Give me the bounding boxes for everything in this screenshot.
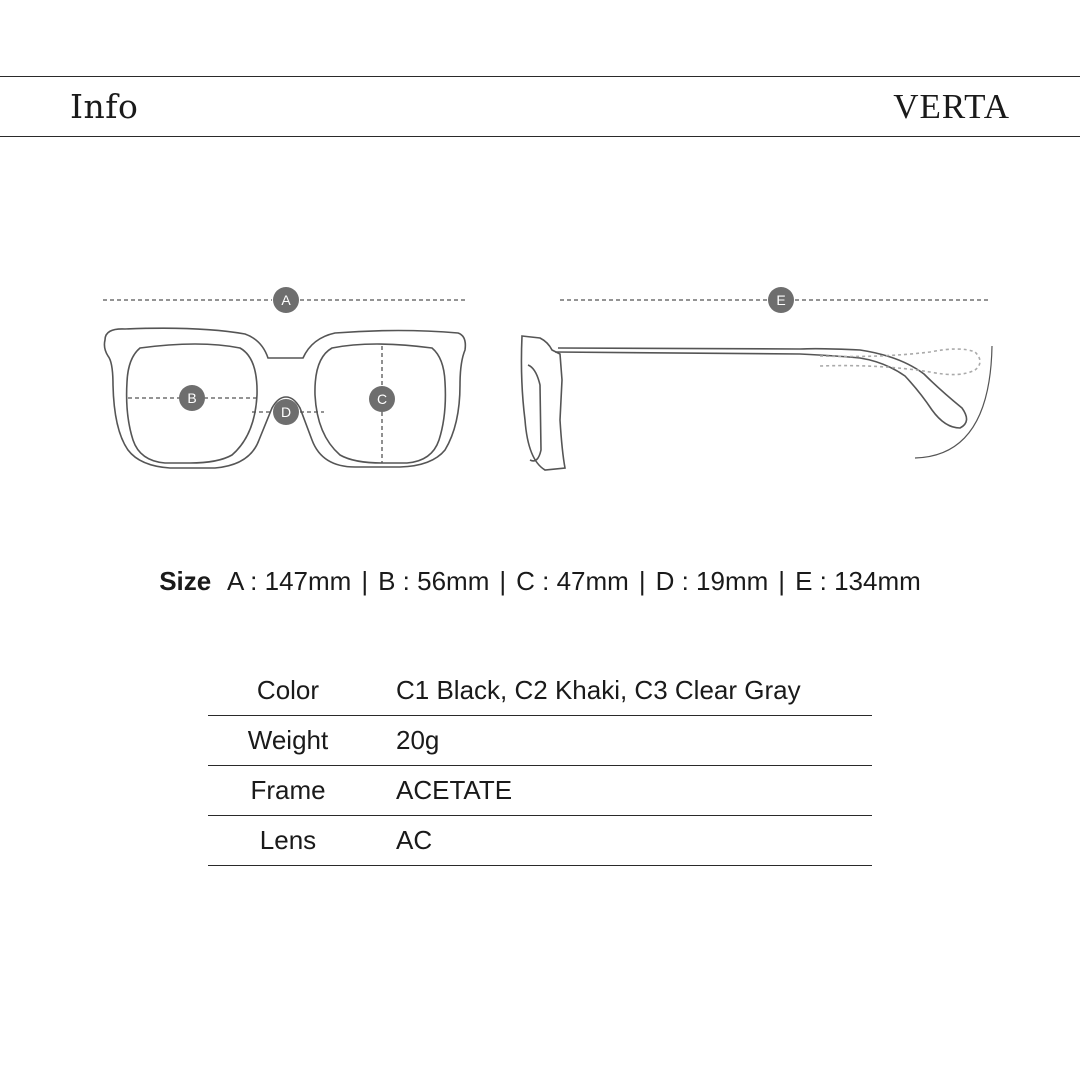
size-item-c: C : 47mm (516, 566, 629, 596)
side-temple (555, 348, 967, 428)
page-title: Info (70, 87, 139, 126)
size-label: Size (159, 566, 212, 596)
marker-e-label: E (776, 292, 786, 308)
marker-a (273, 287, 299, 313)
marker-e (768, 287, 794, 313)
spec-value-lens: AC (368, 816, 872, 866)
size-item-d: D : 19mm (655, 566, 769, 596)
front-view (103, 300, 465, 468)
brand-logo: VERTA (893, 87, 1010, 126)
spec-label-color: Color (208, 666, 368, 716)
header-bar (0, 76, 1080, 137)
side-view (521, 300, 992, 470)
size-item-e: E : 134mm (795, 566, 921, 596)
table-row (208, 816, 872, 866)
side-temple-alt (820, 349, 980, 375)
side-frame-front (521, 336, 565, 470)
size-summary: Size A : 147mm | B : 56mm | C : 47mm | D : 19mm | E : 134mm (159, 566, 921, 596)
spec-value-frame: ACETATE (368, 766, 872, 816)
glasses-diagram (0, 270, 1080, 500)
size-item-b: B : 56mm (378, 566, 490, 596)
spec-table (208, 666, 872, 866)
spec-label-weight: Weight (208, 716, 368, 766)
glasses-diagram-svg (0, 270, 1080, 500)
marker-c (369, 386, 395, 412)
marker-d (273, 399, 299, 425)
table-row (208, 666, 872, 716)
marker-a-label: A (281, 292, 291, 308)
spec-label-frame: Frame (208, 766, 368, 816)
marker-b (179, 385, 205, 411)
marker-d-label: D (280, 404, 292, 420)
marker-b-label: B (187, 390, 197, 406)
size-item-a: A : 147mm (227, 566, 352, 596)
spec-label-lens: Lens (208, 816, 368, 866)
marker-c-label: C (376, 391, 388, 407)
spec-value-color: C1 Black, C2 Khaki, C3 Clear Gray (368, 666, 872, 716)
spec-value-weight: 20g (368, 716, 872, 766)
table-row (208, 716, 872, 766)
table-row (208, 766, 872, 816)
